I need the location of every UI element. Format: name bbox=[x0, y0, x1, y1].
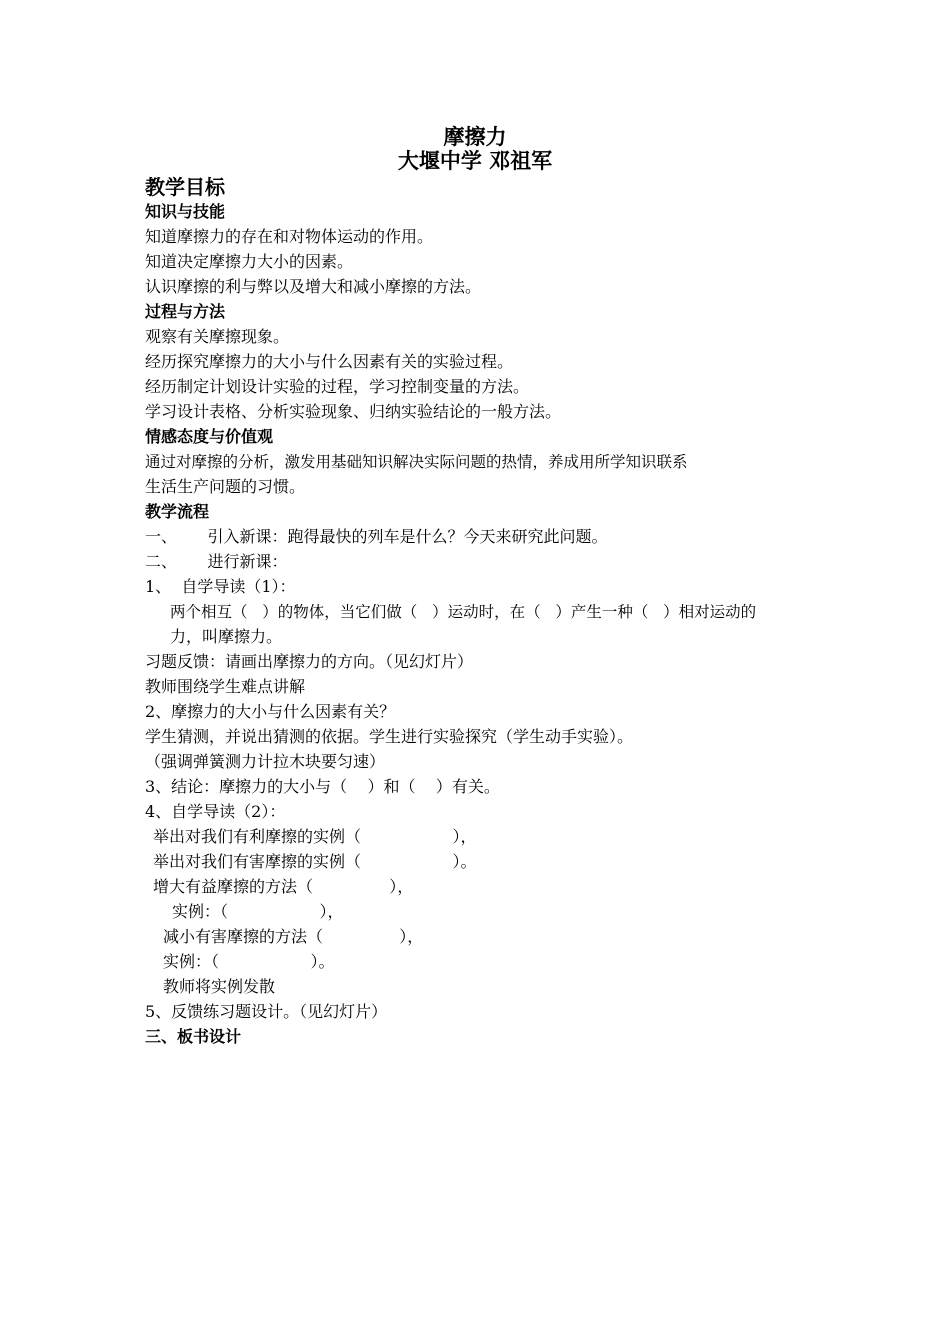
text-line: 生活生产问题的习惯。 bbox=[145, 477, 306, 496]
text-line: 4、自学导读（2）： bbox=[145, 802, 286, 821]
text-line: 教师将实例发散 bbox=[163, 977, 276, 996]
text-line: 习题反馈：请画出摩擦力的方向。（见幻灯片） bbox=[145, 652, 474, 671]
subheading-flow: 教学流程 bbox=[145, 502, 210, 521]
text-line: 减小有害摩擦的方法（ ）， bbox=[163, 927, 424, 946]
text-line: 认识摩擦的利与弊以及增大和减小摩擦的方法。 bbox=[145, 277, 482, 296]
text-line: 经历探究摩擦力的大小与什么因素有关的实验过程。 bbox=[145, 352, 514, 371]
doc-author: 大堰中学 邓祖军 bbox=[397, 149, 553, 173]
text-line: 二、 进行新课： bbox=[145, 552, 288, 571]
text-line: 教师围绕学生难点讲解 bbox=[145, 677, 306, 696]
text-line: 2、摩擦力的大小与什么因素有关？ bbox=[145, 702, 396, 721]
subheading-attitude: 情感态度与价值观 bbox=[145, 427, 274, 446]
subheading-knowledge: 知识与技能 bbox=[145, 202, 226, 221]
text-line: 两个相互（ ）的物体，当它们做（ ）运动时，在（ ）产生一种（ ）相对运动的 bbox=[170, 603, 757, 621]
text-line: 学习设计表格、分析实验现象、归纳实验结论的一般方法。 bbox=[145, 402, 562, 421]
section-heading-objectives: 教学目标 bbox=[145, 175, 225, 199]
text-line: 3、结论：摩擦力的大小与（ ）和（ ）有关。 bbox=[145, 777, 500, 796]
text-line: 增大有益摩擦的方法（ ）， bbox=[153, 877, 414, 896]
text-line: 一、 引入新课：跑得最快的列车是什么？今天来研究此问题。 bbox=[145, 527, 608, 546]
text-line: 知道决定摩擦力大小的因素。 bbox=[145, 252, 354, 271]
text-line: 经历制定计划设计实验的过程，学习控制变量的方法。 bbox=[145, 377, 530, 396]
text-line: 力，叫摩擦力。 bbox=[170, 627, 283, 646]
text-line: 学生猜测，并说出猜测的依据。学生进行实验探究（学生动手实验）。 bbox=[145, 727, 634, 746]
subheading-board-design: 三、板书设计 bbox=[145, 1027, 242, 1046]
text-line: 知道摩擦力的存在和对物体运动的作用。 bbox=[145, 227, 434, 246]
text-line: 通过对摩擦的分析，激发用基础知识解决实际问题的热情，养成用所学知识联系 bbox=[145, 453, 688, 471]
text-line: 1、 自学导读（1）： bbox=[145, 577, 296, 596]
doc-title: 摩擦力 bbox=[443, 125, 507, 149]
text-line: 实例：（ ）， bbox=[172, 902, 344, 921]
text-line: 举出对我们有害摩擦的实例（ ）。 bbox=[153, 852, 477, 871]
text-line: 观察有关摩擦现象。 bbox=[145, 327, 290, 346]
text-line: 举出对我们有利摩擦的实例（ ）， bbox=[153, 827, 477, 846]
text-line: 5、反馈练习题设计。（见幻灯片） bbox=[145, 1002, 388, 1021]
text-line: （强调弹簧测力计拉木块要匀速） bbox=[145, 752, 386, 771]
subheading-process: 过程与方法 bbox=[145, 302, 226, 321]
text-line: 实例：（ ）。 bbox=[163, 952, 335, 971]
